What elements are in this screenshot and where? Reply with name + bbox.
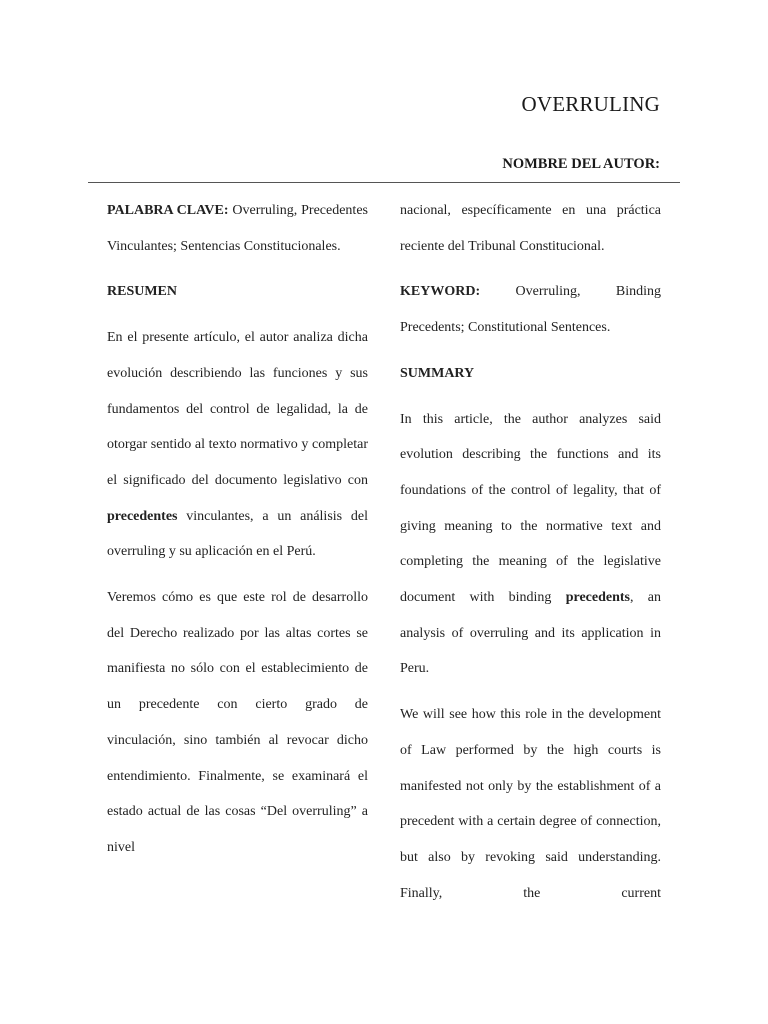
summary-p1-bold: precedents xyxy=(565,590,630,606)
keyword-label: KEYWORD: xyxy=(400,284,481,300)
document-title: OVERRULING xyxy=(521,92,660,116)
resumen-paragraph-2: Veremos cómo es que este rol de desarrollo del Derecho realizado por las altas cortes se manifiesta no sólo con el establecimiento de un precedente con cierto grado de vinculación, sino también al revocar dicho entendimiento. Finalmente, se examinará el estado actual de las cosas “Del overruling” a nivel xyxy=(107,590,368,855)
resumen-p1-text-b: vinculantes, a un análisis del overruling y su aplicación en el Perú. xyxy=(107,508,368,560)
keywords-paragraph xyxy=(107,193,368,264)
keywords-text: Overruling, Precedentes Vinculantes; Sentencias Constitucionales. xyxy=(107,203,368,254)
resumen-paragraph-1 xyxy=(107,320,368,570)
summary-p1-text-a: In this article, the author analyzes said evolution describing the functions and its foundations of the control of legality, that of giving meaning to the normative text and completing the meaning of the legislative document with binding xyxy=(400,411,661,606)
summary-heading: SUMMARY xyxy=(400,365,475,381)
resumen-heading: RESUMEN xyxy=(107,284,178,300)
right-column xyxy=(400,193,661,921)
left-column xyxy=(107,193,368,876)
author-label: NOMBRE DEL AUTOR: xyxy=(502,156,660,172)
continuation-paragraph: nacional, específicamente en una práctica reciente del Tribunal Constitucional. xyxy=(400,203,661,254)
keyword-text: Overruling, Binding Precedents; Constitutional Sentences. xyxy=(400,284,662,336)
summary-p1-text-b: , an analysis of overruling and its application in Peru. xyxy=(400,590,661,677)
keyword-paragraph xyxy=(400,274,661,345)
resumen-p1-bold: precedentes xyxy=(107,508,178,524)
header-divider xyxy=(88,182,680,183)
resumen-p1-text-a: En el presente artículo, el autor analiza dicha evolución describiendo las funciones y sus fundamentos del control de legalidad, la de otorgar sentido al texto normativo y completar el significado del documento legislativo con xyxy=(107,330,368,488)
summary-paragraph-2: We will see how this role in the development of Law performed by the high courts is manifested not only by the establishment of a precedent with a certain degree of connection, but also by revoking said understanding. Finally, the current xyxy=(400,707,661,901)
summary-paragraph-1 xyxy=(400,402,661,688)
keywords-label: PALABRA CLAVE: xyxy=(107,203,229,218)
